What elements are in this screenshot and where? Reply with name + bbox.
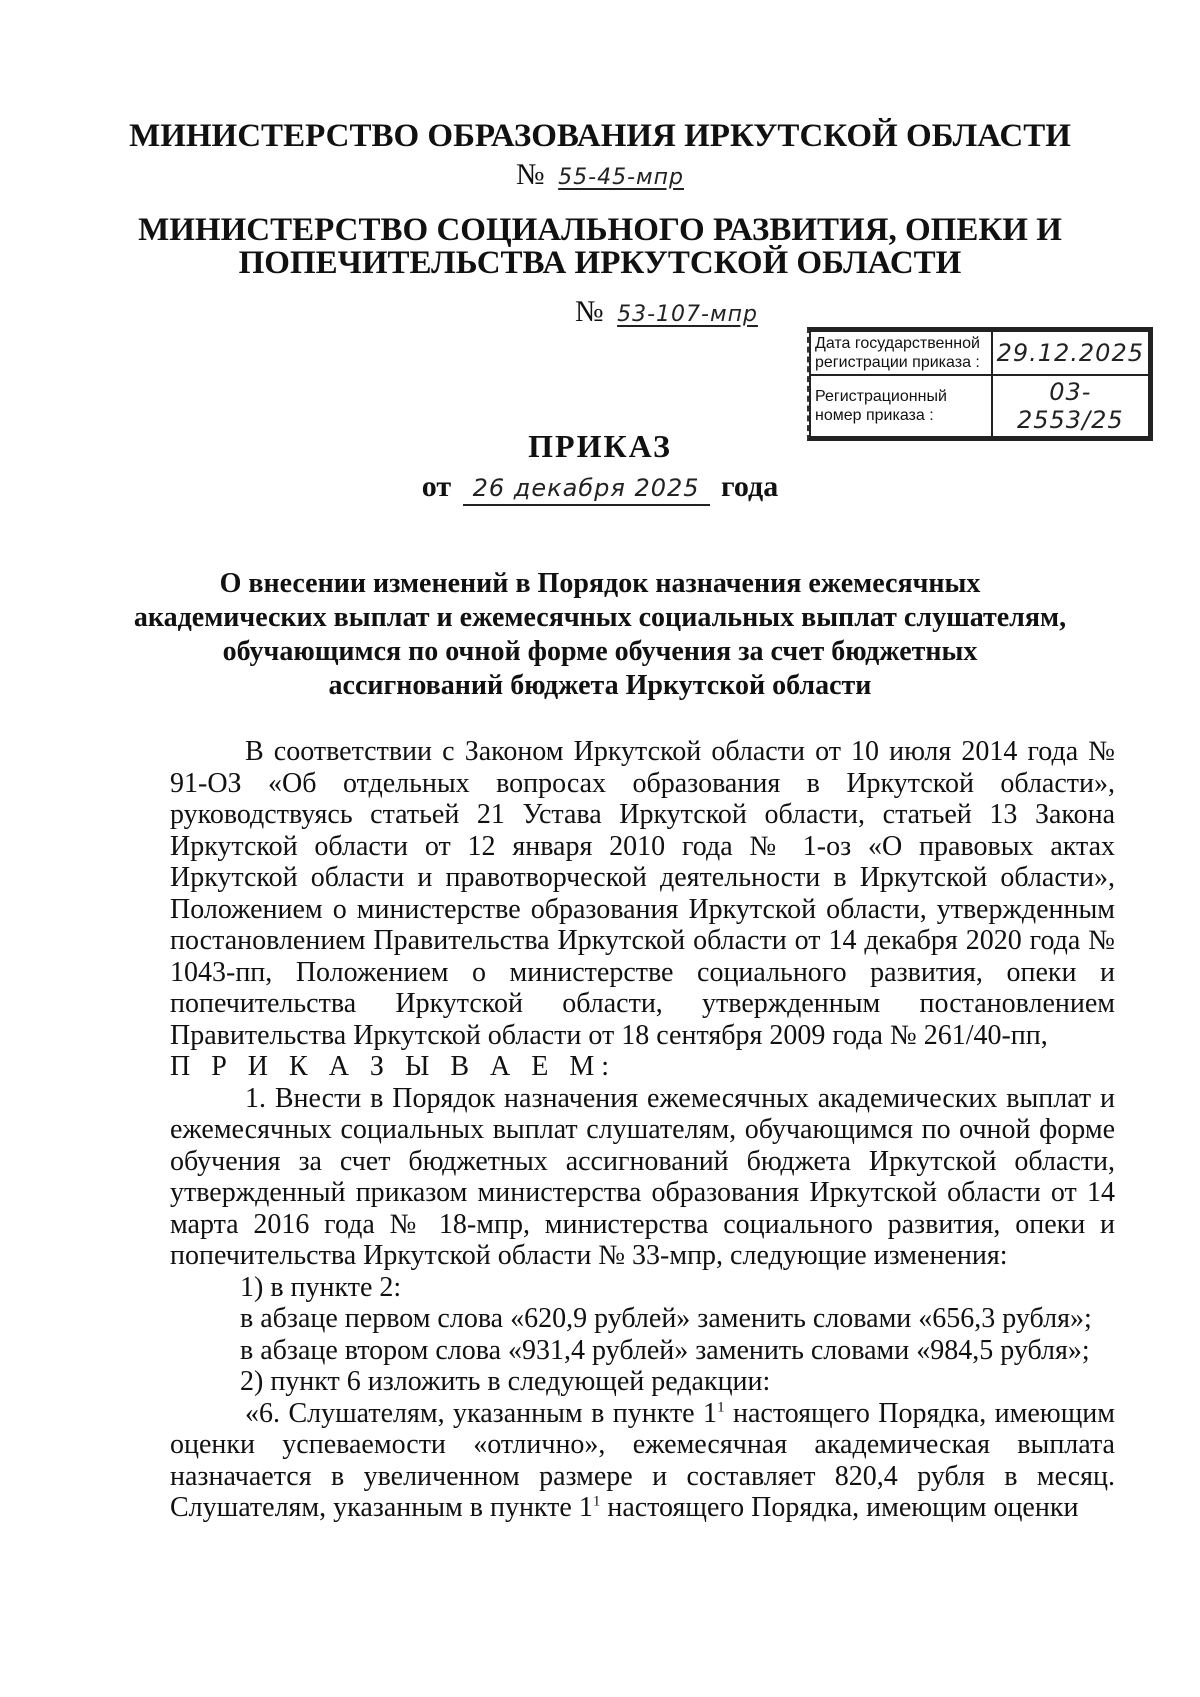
order-title: ПРИКАЗ	[528, 428, 672, 464]
registration-stamp	[807, 327, 1153, 441]
handwritten-order-number: 55-45-мпр	[558, 165, 684, 190]
order-date-suffix: года	[721, 470, 779, 503]
subject-line: О внесении изменений в Порядок назначения ежемесячных	[219, 568, 981, 599]
ministry-social-title-line1: МИНИСТЕРСТВО СОЦИАЛЬНОГО РАЗВИТИЯ, ОПЕКИ И	[138, 212, 1062, 248]
item-1-subitem-2: 2) пункт 6 изложить в следующей редакции:	[240, 1366, 771, 1397]
quote-text: настоящего Порядка, имеющим оценки успеваемости «отлично», ежемесячная академическая выплата назначается в увеличенном размере и составляет 820,4 рубля в месяц. Слушателям, указанным в пункте 1	[170, 1397, 1115, 1523]
order-body	[170, 736, 1115, 1524]
item-1-subitem-a: в абзаце первом слова «620,9 рублей» заменить словами «656,3 рубля»;	[240, 1303, 1092, 1334]
number-label: №	[575, 295, 604, 328]
order-word: П Р И К А З Ы В А Е М:	[170, 1051, 617, 1082]
order-date	[0, 470, 1200, 504]
quote-text: «6. Слушателям, указанным в пункте 1	[245, 1397, 718, 1429]
ministry-education-title: МИНИСТЕРСТВО ОБРАЗОВАНИЯ ИРКУТСКОЙ ОБЛАСТИ	[129, 118, 1071, 154]
order-subject	[0, 567, 1200, 703]
item-1-paragraph: 1. Внести в Порядок назначения ежемесячных академических выплат и ежемесячных социальных выплат слушателям, обучающимся по очной форме обучения за счет бюджетных ассигнований бюджета Иркутской области, утвержденный приказом министерства образования Иркутской области от 14 марта 2016 года № 18-мпр, министерства социального развития, опеки и попечительства Иркутской области № 33-мпр, следующие изменения:	[170, 1082, 1115, 1271]
handwritten-order-date: 26 декабря 2025	[463, 474, 710, 506]
ministry-social-title-line2: ПОПЕЧИТЕЛЬСТВА ИРКУТСКОЙ ОБЛАСТИ	[238, 245, 962, 281]
superscript: 1	[592, 1493, 601, 1510]
subject-line: обучающимся по очной форме обучения за счет бюджетных	[222, 636, 978, 667]
superscript: 1	[717, 1399, 725, 1416]
item-1-subitem: 1) в пункте 2:	[240, 1271, 402, 1303]
registration-number-label: Регистрационный номер приказа :	[810, 375, 992, 437]
registration-date-label: Дата государственной регистрации приказа :	[810, 331, 992, 375]
ministry-social-number	[575, 295, 758, 329]
subject-line: академических выплат и ежемесячных социальных выплат слушателям,	[133, 602, 1067, 633]
number-label: №	[516, 158, 545, 191]
quoted-item-6	[170, 1398, 1115, 1524]
order-date-prefix: от	[421, 470, 452, 503]
registration-number-value: 03-2553/25	[992, 375, 1149, 437]
item-1-subitem-b: в абзаце втором слова «931,4 рублей» заменить словами «984,5 рубля»;	[240, 1334, 1090, 1366]
preamble-paragraph: В соответствии с Законом Иркутской области от 10 июля 2014 года № 91-ОЗ «Об отдельных вопросах образования в Иркутской области», руководствуясь статьей 21 Устава Иркутской области, статьей 13 Закона Иркутской области от 12 января 2010 года № 1-оз «О правовых актах Иркутской области и правотворческой деятельности в Иркутской области», Положением о министерстве образования Иркутской области, утвержденным постановлением Правительства Иркутской области от 14 декабря 2020 года № 1043-пп, Положением о министерстве социального развития, опеки и попечительства Иркутской области, утвержденным постановлением Правительства Иркутской области от 18 сентября 2009 года № 261/40-пп,	[170, 736, 1115, 1051]
ministry-education-number	[0, 158, 1200, 192]
handwritten-order-number: 53-107-мпр	[617, 302, 758, 327]
registration-date-value: 29.12.2025	[992, 331, 1149, 375]
subject-line: ассигнований бюджета Иркутской области	[328, 670, 872, 701]
quote-text: настоящего Порядка, имеющим оценки	[600, 1492, 1079, 1523]
